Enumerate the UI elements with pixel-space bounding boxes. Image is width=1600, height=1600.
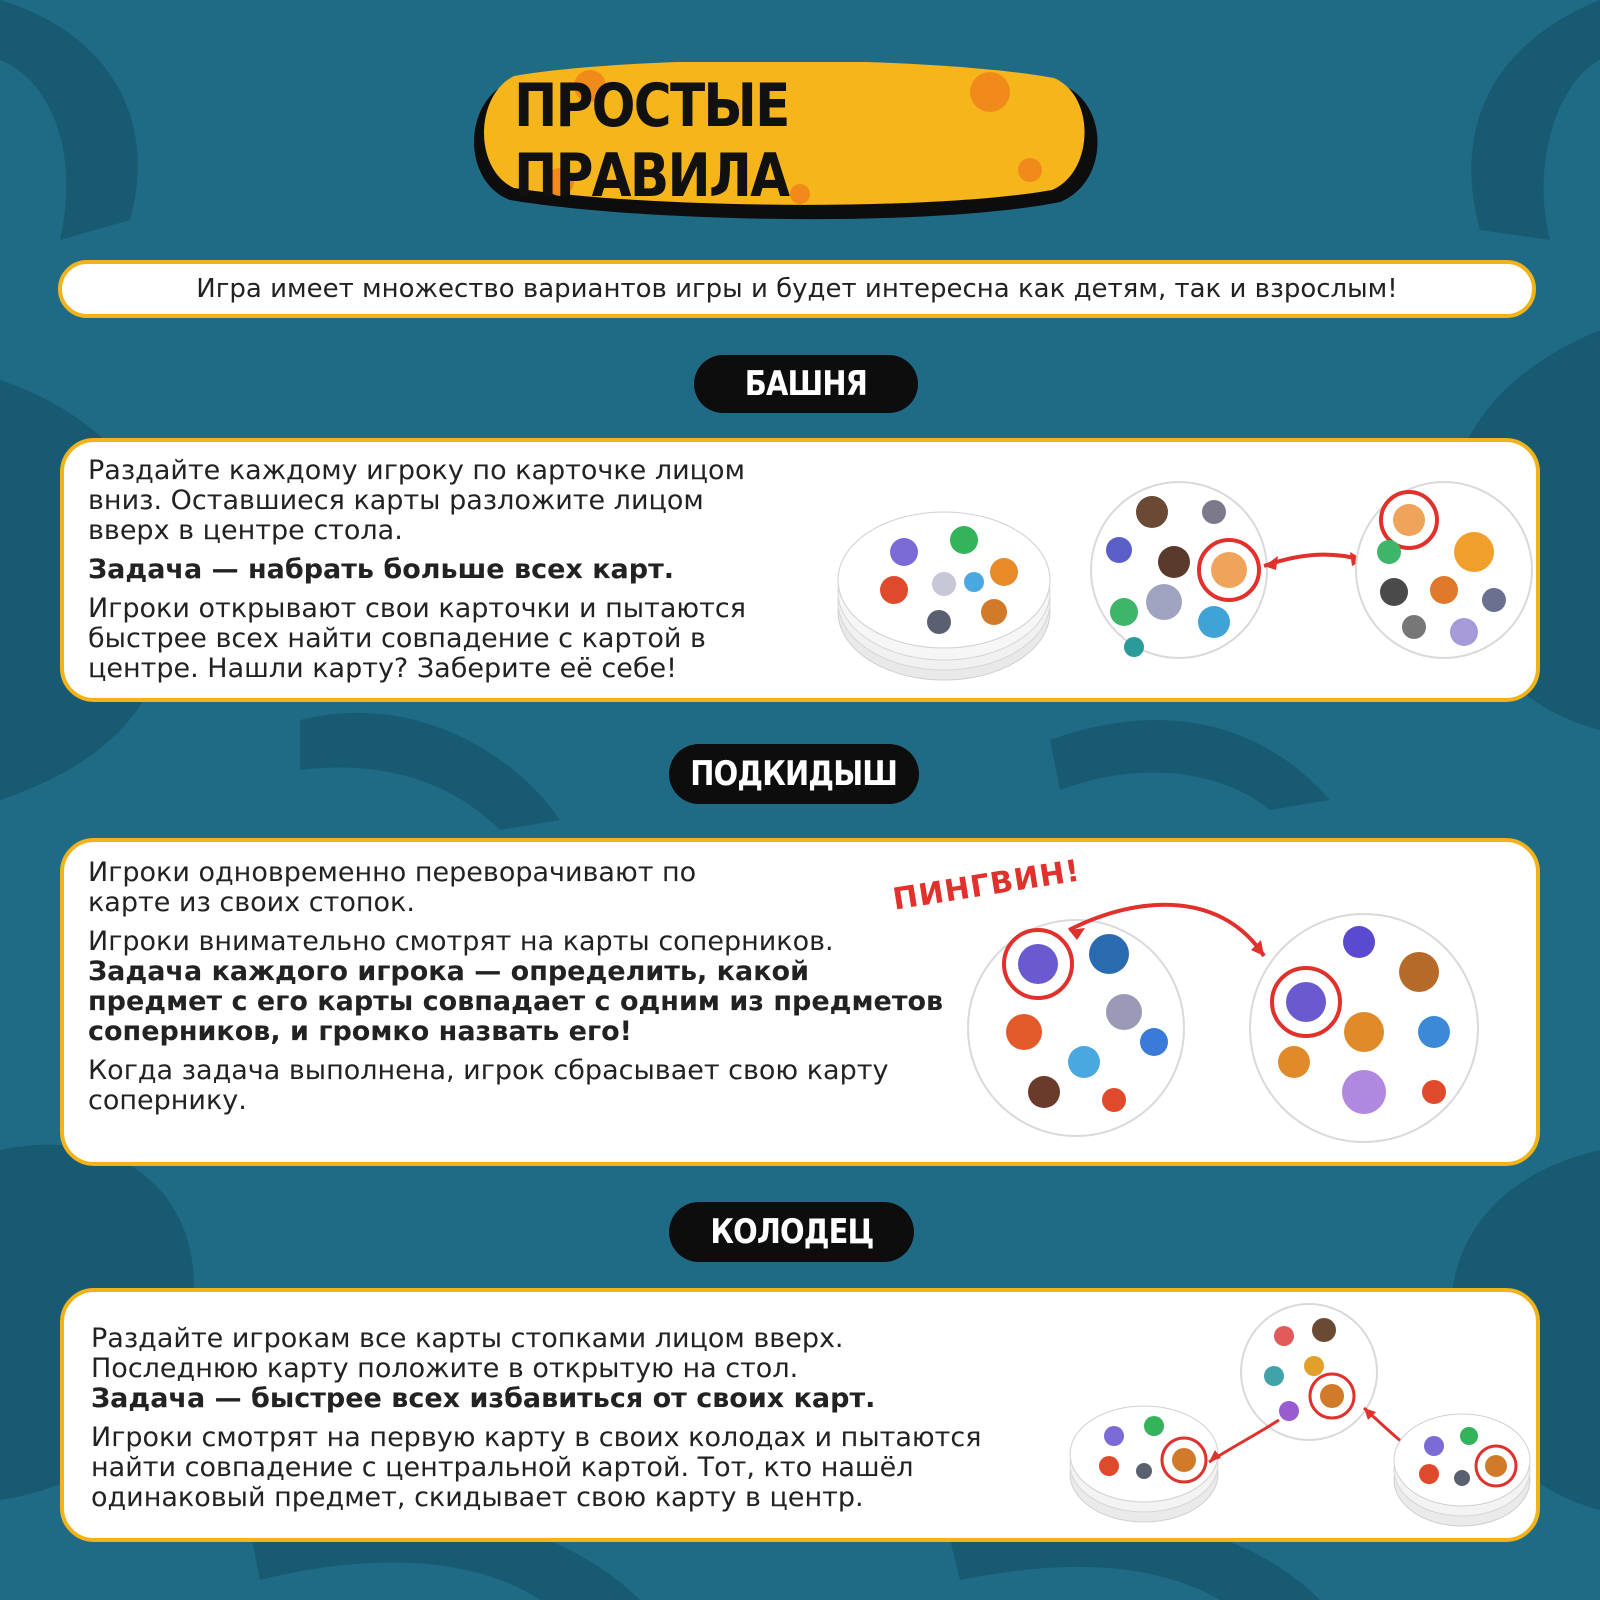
center-card-illustration	[1091, 482, 1267, 658]
rule-paragraph: Когда задача выполнена, игрок сбрасывает свою карту сопернику.	[88, 1055, 889, 1116]
heading-text: БАШНЯ	[744, 364, 868, 404]
rule-paragraph: Раздайте игрокам все карты стопками лицом вверх. Последнюю карту положите в открытую на стол.	[91, 1323, 844, 1384]
rule-paragraph: Игроки внимательно смотрят на карты соперников.	[88, 926, 834, 957]
rule-text	[91, 1324, 1031, 1522]
left-stack-illustration	[1070, 1406, 1218, 1522]
callout-label: ПИНГВИН!	[890, 853, 1083, 918]
rule-task: Задача — быстрее всех избавиться от своих карт.	[91, 1383, 876, 1414]
rule-card-podkidysh	[60, 838, 1540, 1166]
section-heading-kolodets	[669, 1202, 914, 1262]
rule-task: Задача — набрать больше всех карт.	[88, 554, 675, 585]
section-heading-bashnya	[694, 355, 918, 413]
center-card-illustration	[1241, 1304, 1377, 1440]
cards-illustration	[964, 882, 1524, 1166]
page-title: ПРОСТЫЕ ПРАВИЛА	[514, 71, 789, 211]
heading-text: КОЛОДЕЦ	[709, 1212, 874, 1252]
match-card-illustration	[1356, 482, 1532, 658]
opponent-card-illustration	[1250, 914, 1478, 1142]
card-stack-illustration	[838, 512, 1050, 680]
intro-text: Игра имеет множество вариантов игры и будет интересна как детям, так и взрослым!	[196, 274, 1398, 304]
heading-text: ПОДКИДЫШ	[690, 754, 898, 794]
rule-task: Задача каждого игрока — определить, какой предмет с его карты совпадает с одним из предметов соперников, и громко назвать его!	[88, 956, 944, 1047]
player-card-illustration	[968, 920, 1184, 1136]
cards-illustration	[1064, 1296, 1534, 1542]
title-banner	[470, 62, 1100, 220]
cards-illustration	[834, 472, 1534, 692]
section-heading-podkidysh	[669, 744, 919, 804]
right-stack-illustration	[1394, 1414, 1530, 1526]
rule-paragraph: Раздайте каждому игроку по карточке лицом вниз. Оставшиеся карты разложите лицом вверх в центре стола.	[88, 455, 745, 546]
rule-card-bashnya	[60, 438, 1540, 702]
rule-paragraph: Игроки открывают свои карточки и пытаются быстрее всех найти совпадение с картой в центре. Нашли карту? Заберите её себе!	[88, 593, 746, 684]
rule-paragraph: Игроки одновременно переворачивают по карте из своих стопок.	[88, 857, 697, 918]
rule-text	[88, 456, 788, 693]
rule-text	[88, 858, 948, 1125]
intro-banner	[58, 260, 1536, 318]
rule-paragraph: Игроки смотрят на первую карту в своих колодах и пытаются найти совпадение с центральной картой. Тот, кто нашёл одинаковый предмет, скидывает свою карту в центр.	[91, 1422, 982, 1513]
rule-card-kolodets	[60, 1288, 1540, 1542]
